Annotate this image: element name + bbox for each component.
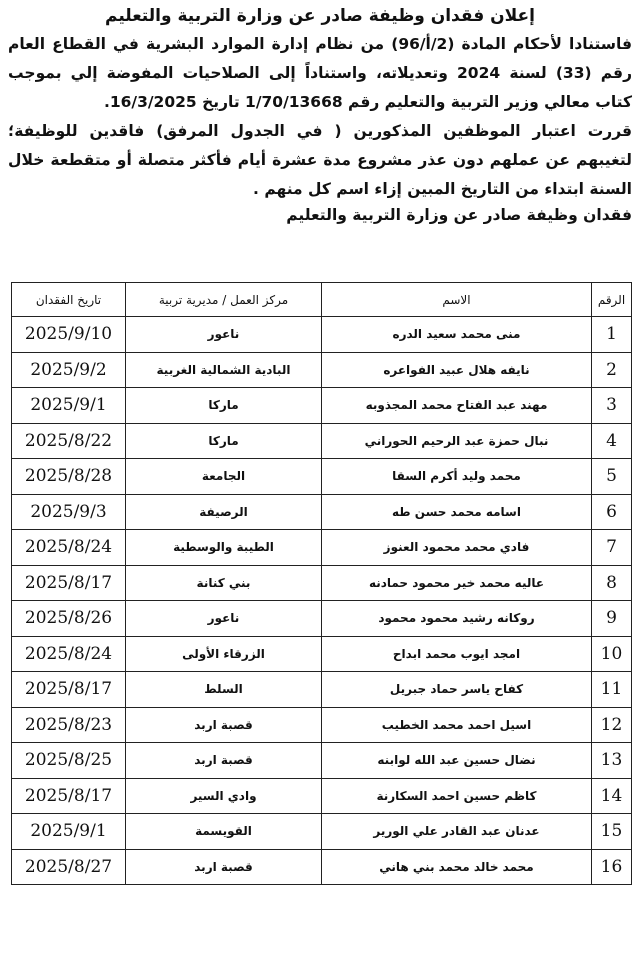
- table-row: [12, 423, 632, 459]
- header-number: الرقم: [592, 283, 632, 317]
- row-number: 15: [592, 814, 632, 850]
- notice-paragraph-1: فاستنادا لأحكام المادة (2/أ/96) من نظام إدارة الموارد البشرية في القطاع العام رقم (33) لسنة 2024 وتعديلاته، واستناداً إلى الصلاحيات المفوضة إلي بموجب كتاب معالي وزير التربية والتعليم رقم 1/70/13668 تاريخ 16/3/2025.: [8, 35, 632, 111]
- row-name: مهند عبد الفتاح محمد المجذوبه: [322, 388, 592, 424]
- table-row: [12, 636, 632, 672]
- notice-body: [6, 30, 634, 204]
- table-row: [12, 778, 632, 814]
- row-date: 2025/9/10: [12, 317, 126, 353]
- row-center: وادي السير: [126, 778, 322, 814]
- table-row: [12, 565, 632, 601]
- row-date: 2025/9/1: [12, 388, 126, 424]
- row-name: امجد ايوب محمد ابداح: [322, 636, 592, 672]
- row-center: الزرقاء الأولى: [126, 636, 322, 672]
- row-name: روكانه رشيد محمود محمود: [322, 601, 592, 637]
- row-number: 1: [592, 317, 632, 353]
- header-name: الاسم: [322, 283, 592, 317]
- row-center: ناعور: [126, 317, 322, 353]
- table-row: [12, 388, 632, 424]
- row-center: ماركا: [126, 423, 322, 459]
- table-caption: فقدان وظيفة صادر عن وزارة التربية والتعليم: [286, 206, 632, 224]
- row-date: 2025/8/17: [12, 565, 126, 601]
- row-name: كفاح ياسر حماد جبريل: [322, 672, 592, 708]
- row-date: 2025/8/27: [12, 849, 126, 885]
- header-center: مركز العمل / مديرية تربية: [126, 283, 322, 317]
- row-center: القويسمة: [126, 814, 322, 850]
- row-center: البادية الشمالية الغربية: [126, 352, 322, 388]
- row-date: 2025/8/17: [12, 672, 126, 708]
- row-date: 2025/8/17: [12, 778, 126, 814]
- row-number: 13: [592, 743, 632, 779]
- row-number: 9: [592, 601, 632, 637]
- row-number: 3: [592, 388, 632, 424]
- row-name: اسامه محمد حسن طه: [322, 494, 592, 530]
- row-center: قصبة اربد: [126, 707, 322, 743]
- row-number: 4: [592, 423, 632, 459]
- row-center: بني كنانة: [126, 565, 322, 601]
- row-date: 2025/8/22: [12, 423, 126, 459]
- row-number: 14: [592, 778, 632, 814]
- row-name: منى محمد سعيد الدره: [322, 317, 592, 353]
- table-row: [12, 530, 632, 566]
- row-name: نبال حمزة عبد الرحيم الحوراني: [322, 423, 592, 459]
- row-number: 7: [592, 530, 632, 566]
- row-date: 2025/8/25: [12, 743, 126, 779]
- lost-job-table: [11, 282, 632, 885]
- row-date: 2025/8/28: [12, 459, 126, 495]
- row-number: 11: [592, 672, 632, 708]
- row-center: قصبة اربد: [126, 849, 322, 885]
- row-name: عدنان عبد القادر علي الورير: [322, 814, 592, 850]
- row-date: 2025/9/2: [12, 352, 126, 388]
- row-name: كاظم حسين احمد السكارنة: [322, 778, 592, 814]
- row-date: 2025/8/26: [12, 601, 126, 637]
- row-date: 2025/8/23: [12, 707, 126, 743]
- table-header-row: [12, 283, 632, 317]
- row-center: السلط: [126, 672, 322, 708]
- table-row: [12, 601, 632, 637]
- row-number: 12: [592, 707, 632, 743]
- row-date: 2025/9/1: [12, 814, 126, 850]
- row-center: ناعور: [126, 601, 322, 637]
- notice-paragraph-2: قررت اعتبار الموظفين المذكورين ( في الجدول المرفق) فاقدين للوظيفة؛ لتغيبهم عن عملهم دون عذر مشروع مدة عشرة أيام فأكثر متصلة أو متقطعة خلال السنة ابتداء من التاريخ المبين إزاء اسم كل منهم .: [8, 122, 632, 198]
- row-center: الرصيفة: [126, 494, 322, 530]
- table-row: [12, 672, 632, 708]
- table-row: [12, 707, 632, 743]
- notice-title: إعلان فقدان وظيفة صادر عن وزارة التربية والتعليم: [105, 6, 535, 26]
- row-center: ماركا: [126, 388, 322, 424]
- row-name: نضال حسين عبد الله لوابنه: [322, 743, 592, 779]
- row-number: 10: [592, 636, 632, 672]
- row-name: عاليه محمد خير محمود حمادنه: [322, 565, 592, 601]
- row-date: 2025/8/24: [12, 530, 126, 566]
- row-center: قصبة اربد: [126, 743, 322, 779]
- row-name: فادي محمد محمود العنوز: [322, 530, 592, 566]
- row-date: 2025/9/3: [12, 494, 126, 530]
- row-number: 16: [592, 849, 632, 885]
- row-number: 8: [592, 565, 632, 601]
- table-row: [12, 849, 632, 885]
- row-number: 6: [592, 494, 632, 530]
- row-name: محمد وليد أكرم السقا: [322, 459, 592, 495]
- row-name: محمد خالد محمد بني هاني: [322, 849, 592, 885]
- table-row: [12, 743, 632, 779]
- table-row: [12, 317, 632, 353]
- table-row: [12, 459, 632, 495]
- row-center: الطيبة والوسطية: [126, 530, 322, 566]
- table-row: [12, 814, 632, 850]
- row-number: 5: [592, 459, 632, 495]
- row-date: 2025/8/24: [12, 636, 126, 672]
- table-body: [12, 317, 632, 885]
- header-date: تاريخ الفقدان: [12, 283, 126, 317]
- row-name: نايفه هلال عبيد الفواعره: [322, 352, 592, 388]
- table-row: [12, 494, 632, 530]
- row-center: الجامعة: [126, 459, 322, 495]
- row-number: 2: [592, 352, 632, 388]
- row-name: اسيل احمد محمد الخطيب: [322, 707, 592, 743]
- table-row: [12, 352, 632, 388]
